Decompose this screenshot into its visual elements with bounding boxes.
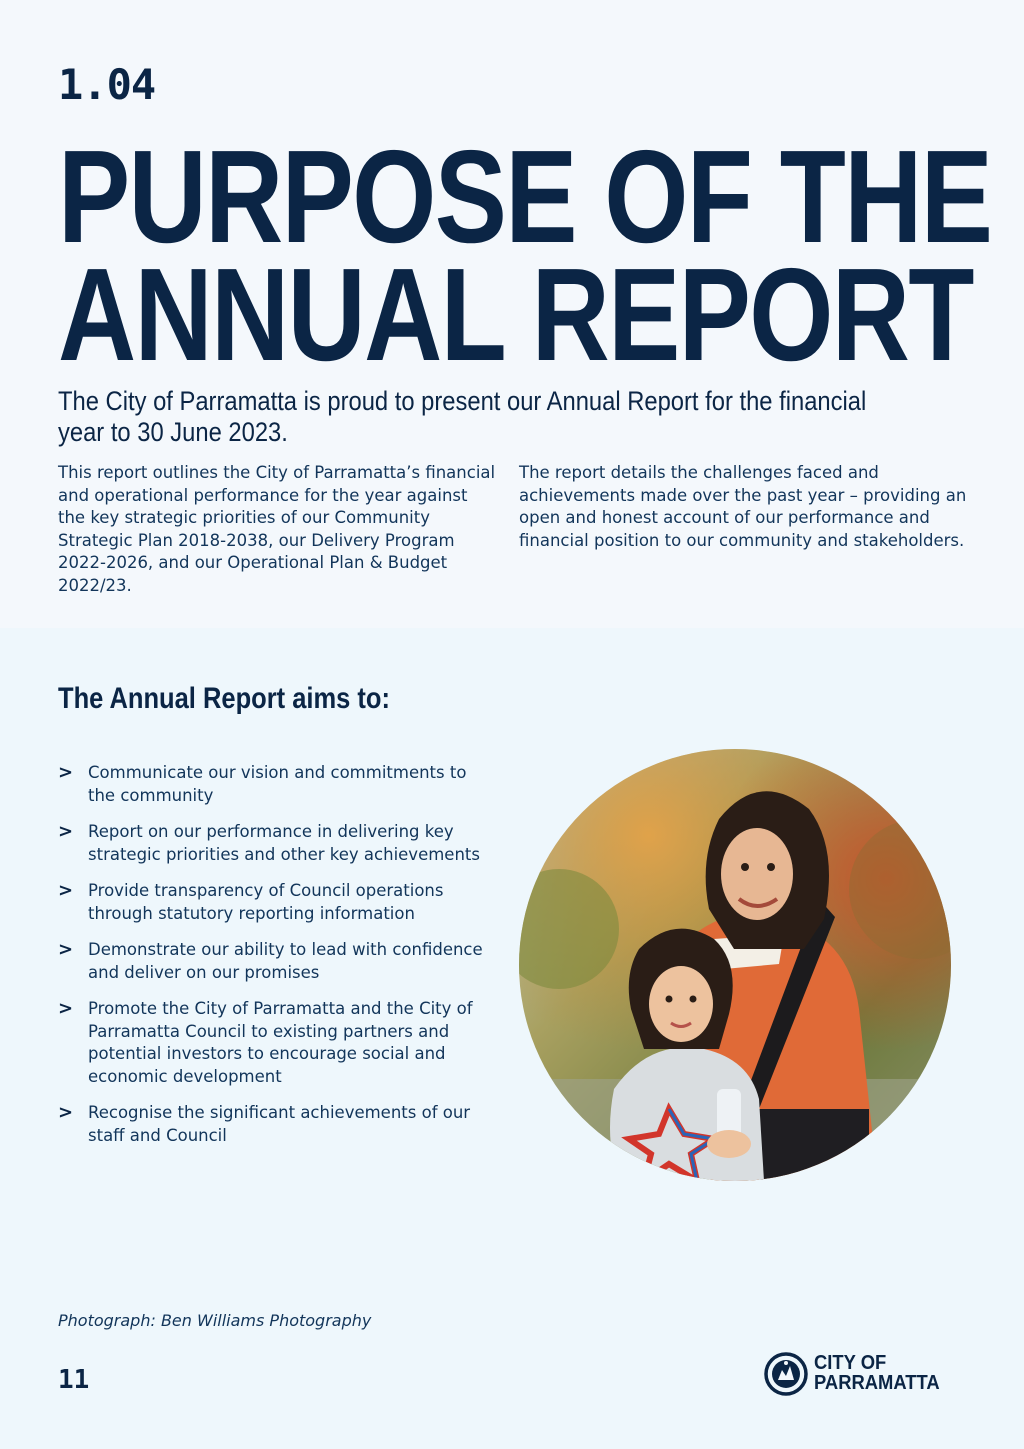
page-number: 11 <box>58 1365 90 1395</box>
aim-text: Demonstrate our ability to lead with confidence and deliver on our promises <box>88 940 483 982</box>
chevron-right-icon: > <box>58 998 74 1019</box>
section-number: 1.04 <box>58 60 156 109</box>
aims-list <box>58 762 498 1161</box>
aim-text: Provide transparency of Council operations through statutory reporting information <box>88 881 444 923</box>
intro-lead: The City of Parramatta is proud to present our Annual Report for the financial year to 30 June 2023. <box>58 386 867 447</box>
chevron-right-icon: > <box>58 821 74 842</box>
chevron-right-icon: > <box>58 939 74 960</box>
page-title <box>58 123 1024 388</box>
aim-item <box>58 1102 498 1147</box>
aim-item <box>58 762 498 807</box>
city-of-parramatta-logo <box>764 1352 964 1398</box>
aim-item <box>58 998 498 1088</box>
page-title-line-2: ANNUAL REPORT <box>58 241 973 388</box>
photo-illustration <box>519 749 951 1181</box>
chevron-right-icon: > <box>58 880 74 901</box>
aims-heading: The Annual Report aims to: <box>58 682 390 715</box>
chevron-right-icon: > <box>58 762 74 783</box>
aim-item <box>58 939 498 984</box>
aim-text: Report on our performance in delivering key strategic priorities and other key achievements <box>88 822 480 864</box>
logo-line-1: CITY OF <box>814 1352 887 1374</box>
page-title-line-1: PURPOSE OF THE <box>58 123 992 270</box>
aim-text: Promote the City of Parramatta and the City of Parramatta Council to existing partners and potential investors to encourage social and economic development <box>88 999 473 1086</box>
city-seal-icon <box>764 1352 808 1396</box>
aim-item <box>58 880 498 925</box>
aim-text: Recognise the significant achievements of our staff and Council <box>88 1103 471 1145</box>
logo-line-2: PARRAMATTA <box>814 1372 940 1394</box>
aim-text: Communicate our vision and commitments to the community <box>88 763 467 805</box>
chevron-right-icon: > <box>58 1102 74 1123</box>
photo-mother-and-child <box>519 749 951 1181</box>
intro-column-right: The report details the challenges faced and achievements made over the past year – providing an open and honest account of our performance and financial position to our community and stakeholders. <box>519 463 967 550</box>
logo-wordmark <box>814 1353 940 1393</box>
photo-caption: Photograph: Ben Williams Photography <box>58 1311 372 1330</box>
intro-column-left: This report outlines the City of Parramatta’s financial and operational performance for the year against the key strategic priorities of our Community Strategic Plan 2018-2038, our Delivery Program 2022-2026, and our Operational Plan & Budget 2022/23. <box>58 463 496 595</box>
aim-item <box>58 821 498 866</box>
